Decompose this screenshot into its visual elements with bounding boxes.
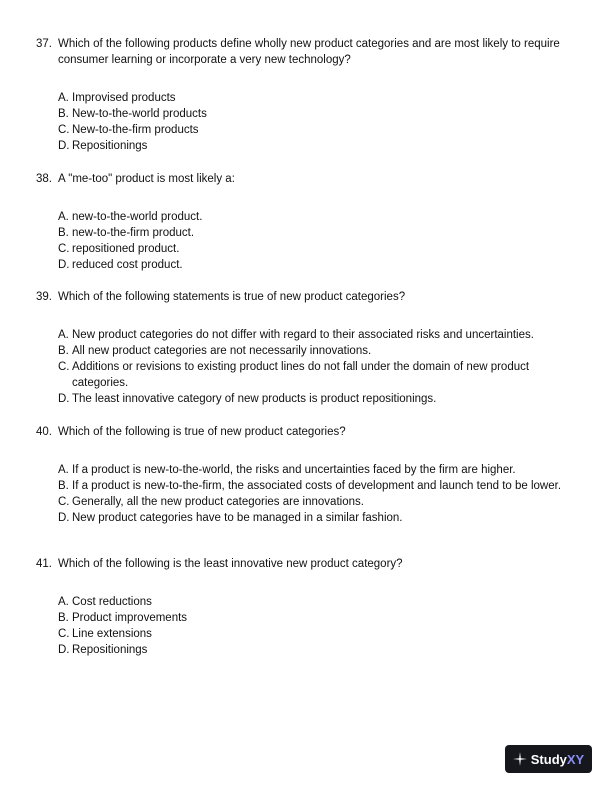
question-text: Which of the following is the least innovative new product category?	[58, 558, 403, 570]
option-d	[58, 138, 576, 154]
sparkle-plus-icon	[513, 752, 527, 766]
option-a	[58, 462, 576, 478]
options-list	[36, 594, 576, 658]
question-number: 37.	[36, 38, 52, 50]
option-letter: C.	[58, 124, 70, 136]
option-letter: D.	[58, 644, 70, 656]
option-text: Product improvements	[72, 612, 188, 624]
question-number: 41.	[36, 558, 52, 570]
question-number: 40.	[36, 426, 52, 438]
question-stem	[36, 556, 576, 572]
option-text: All new product categories are not necessarily innovations.	[72, 345, 372, 357]
option-d	[58, 642, 576, 658]
option-text: New-to-the-world products	[72, 108, 207, 120]
question-text: Which of the following is true of new product categories?	[58, 426, 346, 438]
option-text: If a product is new-to-the-world, the risks and uncertainties faced by the firm are higher.	[72, 464, 516, 476]
option-text: Additions or revisions to existing product lines do not fall under the domain of new product categories.	[72, 361, 530, 389]
option-letter: B.	[58, 612, 69, 624]
option-letter: A.	[58, 92, 69, 104]
option-b	[58, 106, 576, 122]
option-text: Improvised products	[72, 92, 176, 104]
question-stem	[36, 289, 576, 305]
option-letter: A.	[58, 464, 69, 476]
question-41	[36, 556, 576, 658]
option-letter: A.	[58, 596, 69, 608]
question-text: Which of the following statements is true of new product categories?	[58, 291, 406, 303]
brand-name-accent: XY	[566, 751, 585, 767]
option-letter: C.	[58, 628, 70, 640]
option-text: The least innovative category of new products is product repositionings.	[72, 393, 437, 405]
option-letter: A.	[58, 329, 69, 341]
brand-name: Study	[530, 751, 567, 767]
option-letter: C.	[58, 361, 70, 373]
option-letter: D.	[58, 512, 70, 524]
option-letter: B.	[58, 108, 69, 120]
option-d	[58, 257, 576, 273]
option-b	[58, 610, 576, 626]
option-text: Repositionings	[72, 140, 148, 152]
option-c	[58, 626, 576, 642]
question-text: Which of the following products define wholly new product categories and are most likely to require consumer learning or incorporate a very new technology?	[58, 38, 560, 66]
options-list	[36, 327, 576, 407]
question-40	[36, 424, 576, 526]
option-text: reduced cost product.	[72, 259, 183, 271]
option-b	[58, 343, 576, 359]
options-list	[36, 209, 576, 273]
option-text: New product categories have to be managed in a similar fashion.	[72, 512, 403, 524]
question-37	[36, 36, 576, 154]
option-text: repositioned product.	[72, 243, 180, 255]
question-number: 39.	[36, 291, 52, 303]
option-d	[58, 510, 576, 526]
option-letter: B.	[58, 227, 69, 239]
question-38	[36, 171, 576, 273]
option-text: If a product is new-to-the-firm, the associated costs of development and launch tend to be lower.	[72, 480, 562, 492]
option-letter: D.	[58, 393, 70, 405]
option-letter: D.	[58, 140, 70, 152]
option-text: Generally, all the new product categories are innovations.	[72, 496, 364, 508]
option-a	[58, 327, 576, 343]
option-letter: D.	[58, 259, 70, 271]
question-39	[36, 289, 576, 407]
option-text: Cost reductions	[72, 596, 152, 608]
option-a	[58, 209, 576, 225]
question-stem	[36, 171, 576, 187]
options-list	[36, 462, 576, 526]
question-stem	[36, 36, 576, 68]
option-c	[58, 241, 576, 257]
option-text: New-to-the-firm products	[72, 124, 199, 136]
option-letter: C.	[58, 243, 70, 255]
option-a	[58, 594, 576, 610]
option-c	[58, 359, 576, 391]
question-number: 38.	[36, 173, 52, 185]
option-c	[58, 494, 576, 510]
option-b	[58, 225, 576, 241]
option-letter: A.	[58, 211, 69, 223]
option-b	[58, 478, 576, 494]
option-letter: C.	[58, 496, 70, 508]
option-text: new-to-the-world product.	[72, 211, 203, 223]
option-c	[58, 122, 576, 138]
question-text: A "me-too" product is most likely a:	[58, 173, 235, 185]
options-list	[36, 90, 576, 154]
option-text: Repositionings	[72, 644, 148, 656]
option-letter: B.	[58, 345, 69, 357]
option-text: New product categories do not differ with regard to their associated risks and uncertainties.	[72, 329, 534, 341]
option-a	[58, 90, 576, 106]
option-letter: B.	[58, 480, 69, 492]
option-d	[58, 391, 576, 407]
option-text: new-to-the-firm product.	[72, 227, 195, 239]
studyxy-logo-badge[interactable]	[505, 745, 592, 773]
question-stem	[36, 424, 576, 440]
option-text: Line extensions	[72, 628, 152, 640]
